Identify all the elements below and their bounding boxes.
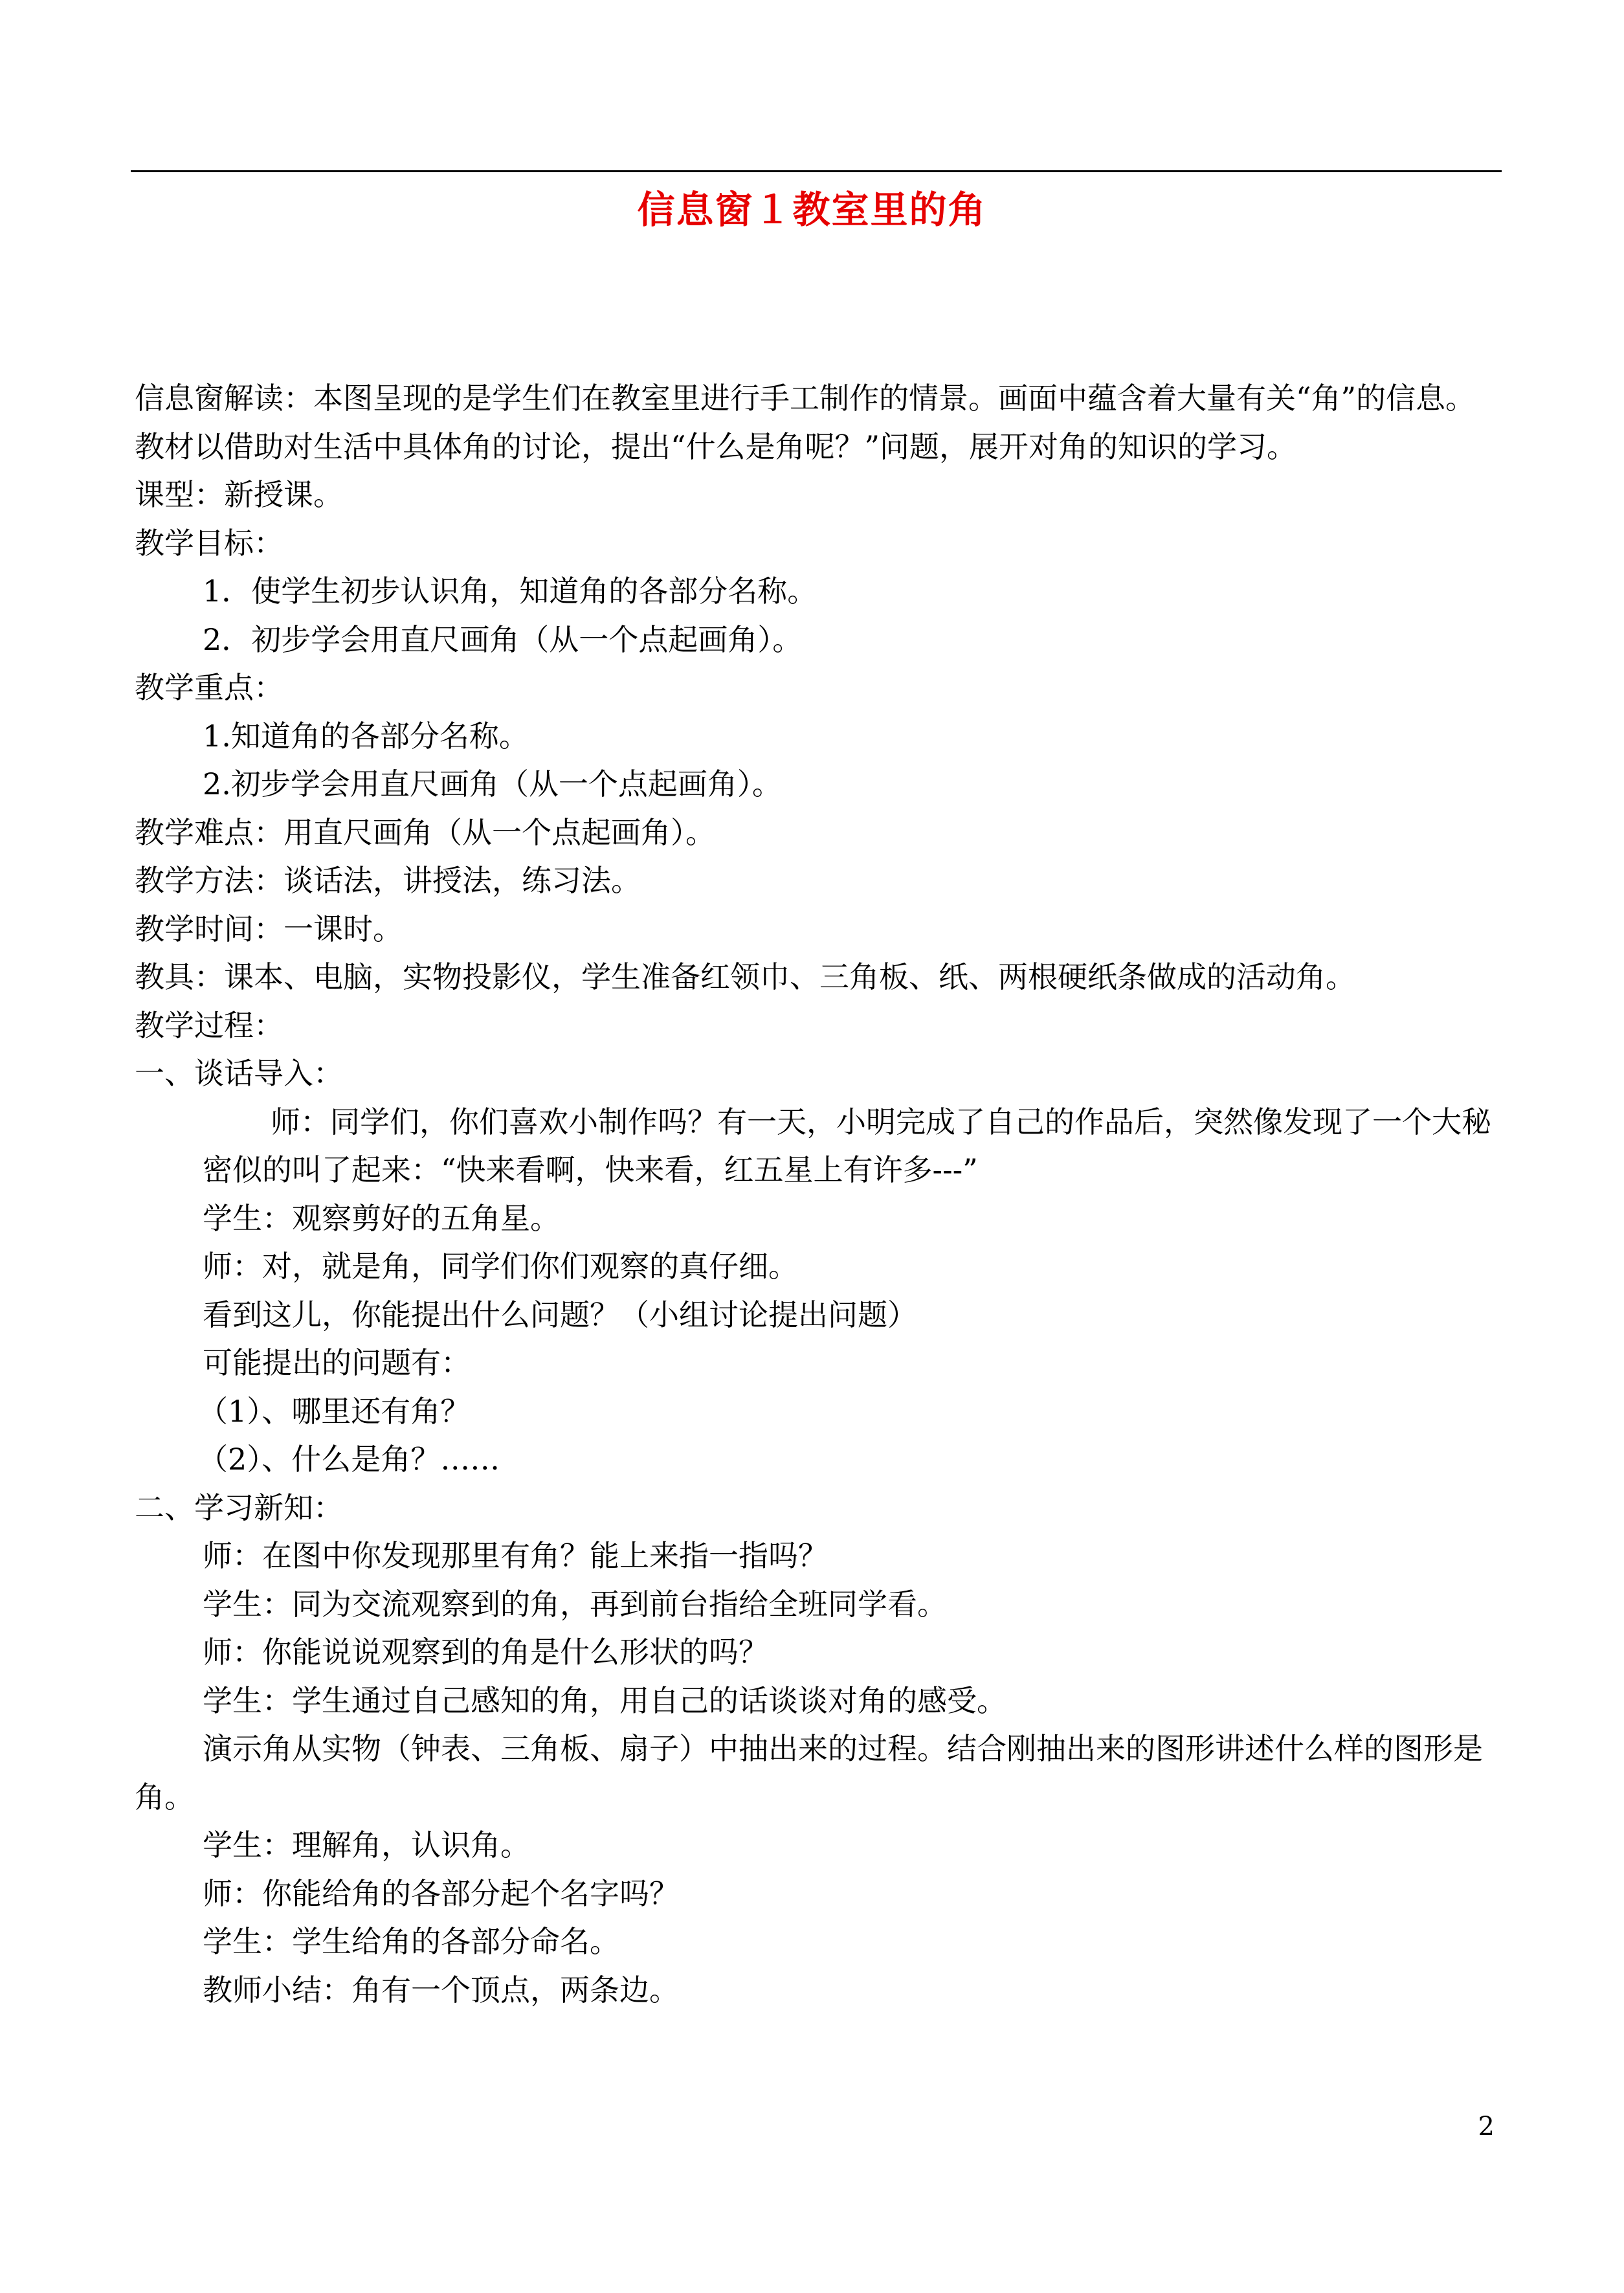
heading-section-1: 一、谈话导入： [135, 1056, 343, 1091]
goal-item-2: 2．初步学会用直尺画角（从一个点起画角）。 [203, 621, 803, 657]
paragraph-demonstration: 演示角从实物（钟表、三角板、扇子）中抽出来的过程。结合刚抽出来的图形讲述什么样的图形是角。 [135, 1731, 1483, 1815]
goal-item-1: 1．使学生初步认识角，知道角的各部分名称。 [203, 574, 818, 609]
paragraph-method: 教学方法：谈话法，讲授法，练习法。 [135, 863, 641, 898]
dialogue-student-5: 学生：学生给角的各部分命名。 [203, 1924, 619, 1959]
dialogue-teacher-4: 师：你能说说观察到的角是什么形状的吗？ [203, 1635, 768, 1670]
paragraph-possible-questions: 可能提出的问题有： [203, 1345, 471, 1380]
paragraph-time: 教学时间：一课时。 [135, 911, 403, 946]
teacher-summary: 教师小结：角有一个顶点，两条边。 [203, 1972, 679, 2008]
heading-key-points: 教学重点： [135, 670, 284, 705]
dialogue-student-2: 学生：同为交流观察到的角，再到前台指给全班同学看。 [203, 1586, 947, 1622]
document-body [135, 374, 1503, 2014]
key-point-2: 2.初步学会用直尺画角（从一个点起画角）。 [203, 766, 782, 801]
dialogue-teacher-1: 师：同学们，你们喜欢小制作吗？有一天，小明完成了自己的作品后，突然像发现了一个大秘密似的叫了起来：“快来看啊，快来看，红五星上有许多---” [203, 1104, 1491, 1187]
key-point-1: 1.知道角的各部分名称。 [203, 718, 529, 754]
heading-teaching-goals: 教学目标： [135, 525, 284, 561]
dialogue-teacher-2: 师：对，就是角，同学们你们观察的真仔细。 [203, 1249, 798, 1284]
paragraph-materials: 教具：课本、电脑，实物投影仪，学生准备红领巾、三角板、纸、两根硬纸条做成的活动角。 [135, 959, 1355, 994]
dialogue-teacher-5: 师：你能给角的各部分起个名字吗？ [203, 1875, 679, 1911]
paragraph-question-prompt: 看到这儿，你能提出什么问题？（小组讨论提出问题） [203, 1297, 917, 1332]
question-item-2: （2）、什么是角？…… [198, 1442, 500, 1477]
header-rule [131, 170, 1502, 172]
dialogue-student-1: 学生：观察剪好的五角星。 [203, 1200, 560, 1236]
heading-process: 教学过程： [135, 1007, 284, 1043]
heading-section-2: 二、学习新知： [135, 1490, 343, 1525]
dialogue-teacher-3: 师：在图中你发现那里有角？能上来指一指吗？ [203, 1538, 828, 1573]
paragraph-lesson-type: 课型：新授课。 [135, 477, 343, 512]
paragraph-difficulty: 教学难点：用直尺画角（从一个点起画角）。 [135, 814, 715, 850]
paragraph-intro: 信息窗解读：本图呈现的是学生们在教室里进行手工制作的情景。画面中蕴含着大量有关“角”的信息。教材以借助对生活中具体角的讨论，提出“什么是角呢？”问题，展开对角的知识的学习。 [135, 381, 1476, 464]
page-number: 2 [1478, 2112, 1495, 2142]
question-item-1: （1）、哪里还有角？ [198, 1393, 471, 1429]
dialogue-student-3: 学生：学生通过自己感知的角，用自己的话谈谈对角的感受。 [203, 1683, 1007, 1718]
dialogue-student-4: 学生：理解角，认识角。 [203, 1828, 530, 1862]
page-title: 信息窗１教室里的角 [637, 188, 987, 232]
